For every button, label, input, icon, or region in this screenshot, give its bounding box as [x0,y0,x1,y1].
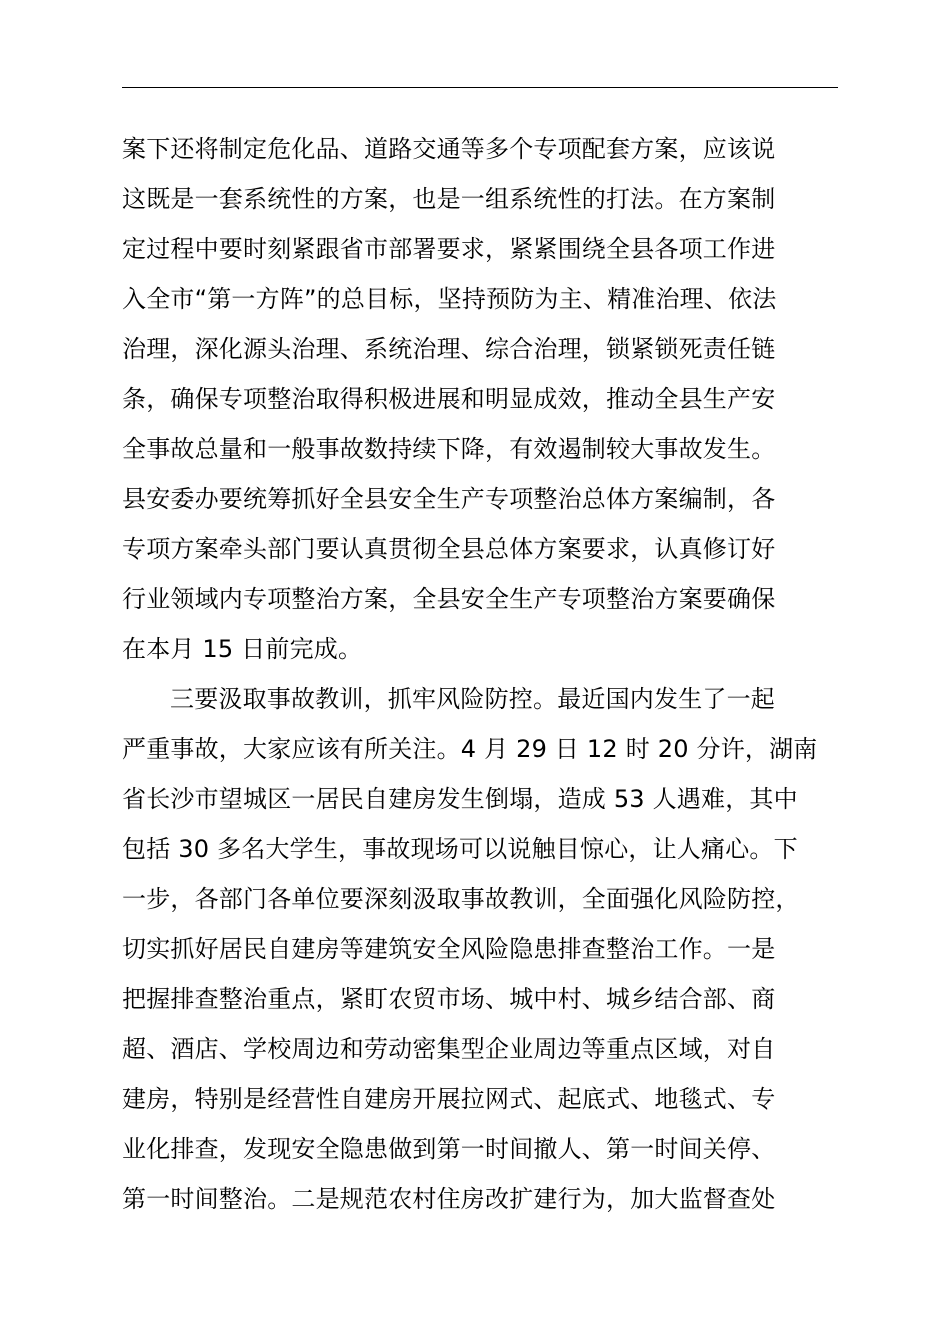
text-line: 条，确保专项整治取得积极进展和明显成效，推动全县生产安 [122,385,776,413]
text-line: 案下还将制定危化品、道路交通等多个专项配套方案，应该说 [122,135,776,163]
text-line: 建房，特别是经营性自建房开展拉网式、起底式、地毯式、专 [122,1085,776,1113]
text-line: 在本月 15 日前完成。 [122,635,363,663]
text-line: 治理，深化源头治理、系统治理、综合治理，锁紧锁死责任链 [122,335,776,363]
paragraph-start-line: 三要汲取事故教训，抓牢风险防控。最近国内发生了一起 [170,685,775,713]
text-line: 定过程中要时刻紧跟省市部署要求，紧紧围绕全县各项工作进 [122,235,776,263]
text-line: 严重事故，大家应该有所关注。4 月 29 日 12 时 20 分许，湖南 [122,735,818,763]
text-line: 省长沙市望城区一居民自建房发生倒塌，造成 53 人遇难，其中 [122,785,798,813]
header-rule [122,87,838,88]
text-line: 专项方案牵头部门要认真贯彻全县总体方案要求，认真修订好 [122,535,776,563]
text-line: 业化排查，发现安全隐患做到第一时间撤人、第一时间关停、 [122,1135,776,1163]
text-line: 超、酒店、学校周边和劳动密集型企业周边等重点区域，对自 [122,1035,776,1063]
text-line: 行业领域内专项整治方案，全县安全生产专项整治方案要确保 [122,585,776,613]
text-line: 第一时间整治。二是规范农村住房改扩建行为，加大监督查处 [122,1185,776,1213]
text-line: 这既是一套系统性的方案，也是一组系统性的打法。在方案制 [122,185,776,213]
text-line: 把握排查整治重点，紧盯农贸市场、城中村、城乡结合部、商 [122,985,776,1013]
text-line: 全事故总量和一般事故数持续下降，有效遏制较大事故发生。 [122,435,776,463]
text-line: 一步，各部门各单位要深刻汲取事故教训，全面强化风险防控， [122,885,800,913]
text-line: 切实抓好居民自建房等建筑安全风险隐患排查整治工作。一是 [122,935,776,963]
text-line: 县安委办要统筹抓好全县安全生产专项整治总体方案编制，各 [122,485,776,513]
text-line: 包括 30 多名大学生，事故现场可以说触目惊心，让人痛心。下 [122,835,798,863]
text-line: 入全市“第一方阵”的总目标，坚持预防为主、精准治理、依法 [122,285,777,313]
